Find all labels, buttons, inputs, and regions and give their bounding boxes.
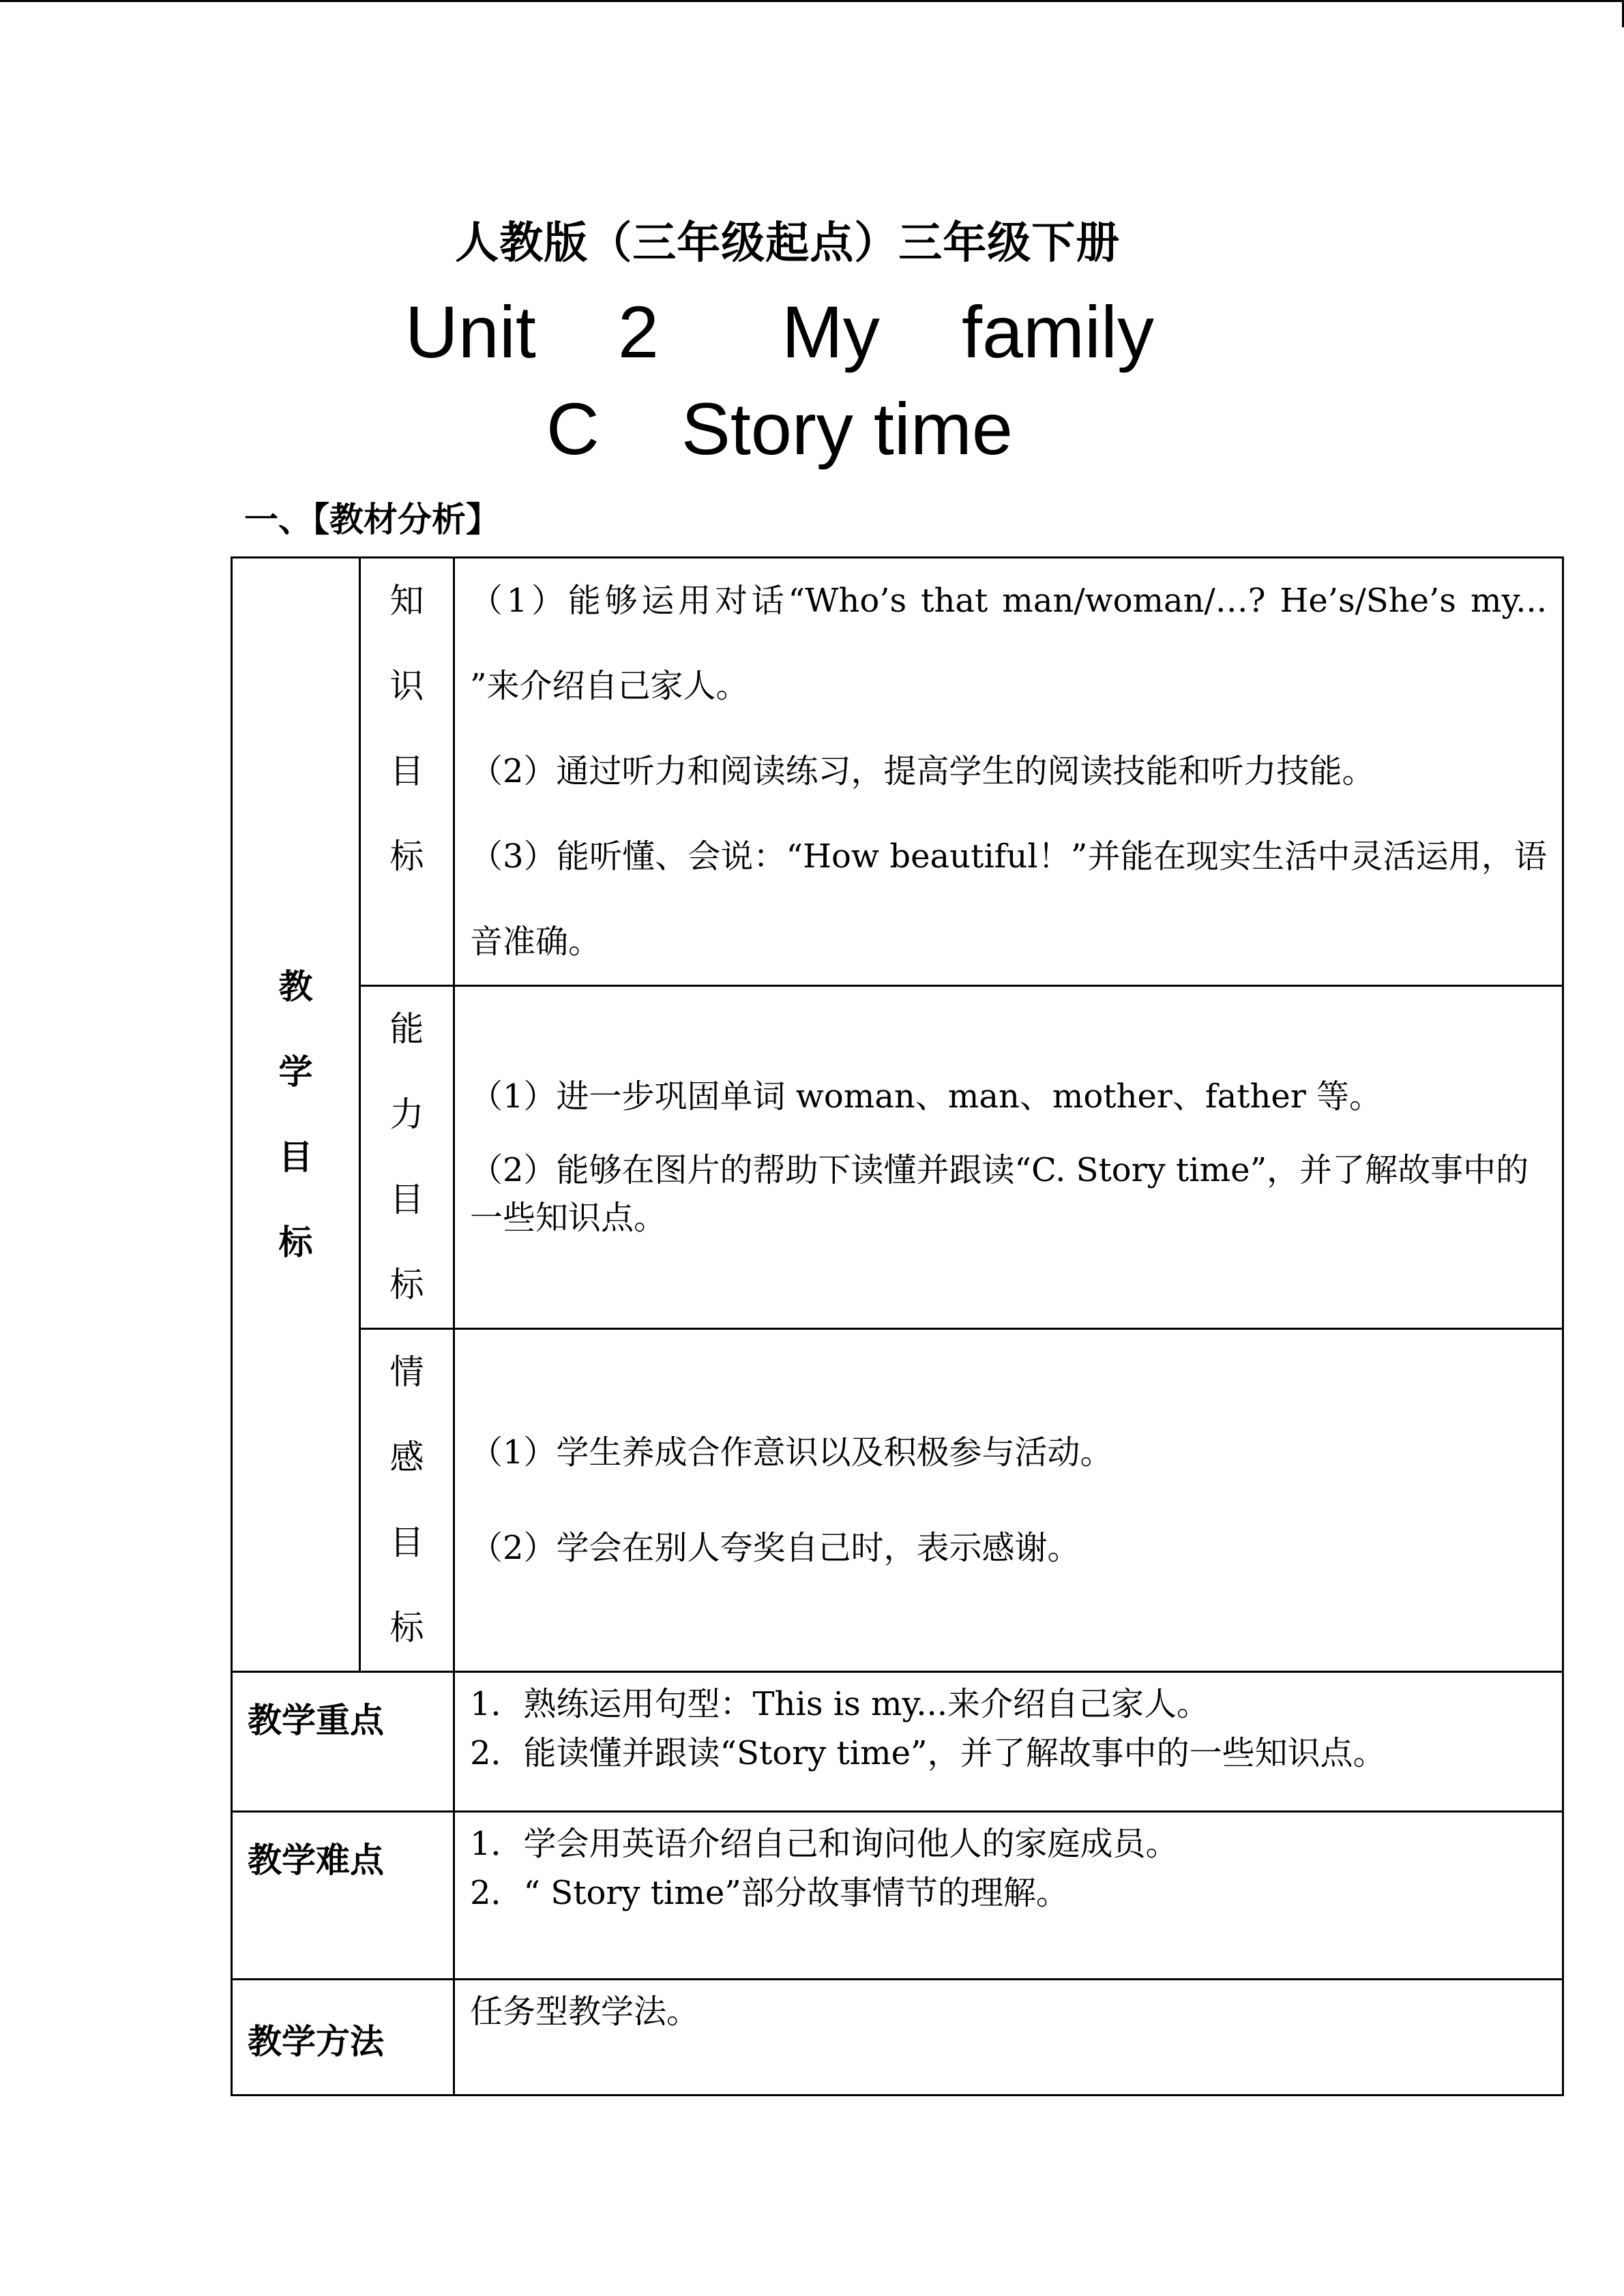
- document-title-lesson: C Story time: [546, 387, 1013, 470]
- objectives-label-cell: [232, 558, 360, 1672]
- key-points-label: 教学重点: [232, 1672, 454, 1812]
- document-title-unit: Unit 2 My family: [404, 290, 1154, 373]
- lesson-plan-table: [231, 556, 1564, 2096]
- table-row-key-points: [232, 1672, 1563, 1812]
- emotion-item: （1）学生养成合作意识以及积极参与活动。: [470, 1433, 1113, 1472]
- objectives-label-char: 教: [278, 966, 313, 1007]
- ability-label-char: 目: [389, 1180, 424, 1219]
- section-heading: 一、【教材分析】: [244, 500, 500, 539]
- knowledge-content-cell: [454, 558, 1563, 986]
- knowledge-label-char: 标: [389, 837, 424, 876]
- emotion-item: （2）学会在别人夸奖自己时，表示感谢。: [470, 1529, 1080, 1567]
- knowledge-label-char: 目: [389, 751, 424, 791]
- table-row-methods: [232, 1980, 1563, 2096]
- table-row-knowledge: [232, 558, 1563, 986]
- ability-label-cell: [360, 986, 454, 1329]
- table-row-ability: [232, 986, 1563, 1329]
- objectives-label-char: 学: [278, 1052, 313, 1092]
- emotion-label-char: 感: [389, 1437, 424, 1477]
- knowledge-item: （1）能够运用对话“Who’s that man/woman/…? He’s/She’s my... ”来介绍自己家人。: [470, 582, 1547, 705]
- key-point-item: 2．能读懂并跟读“Story time”，并了解故事中的一些知识点。: [470, 1734, 1386, 1772]
- difficulty-item: 1．学会用英语介绍自己和询问他人的家庭成员。: [470, 1825, 1179, 1863]
- ability-content-cell: [454, 986, 1563, 1329]
- key-points-content-cell: [454, 1672, 1563, 1812]
- knowledge-label-cell: [360, 558, 454, 986]
- method-item: 任务型教学法。: [470, 1993, 700, 2031]
- page-top-border: [0, 0, 1624, 2]
- table-row-difficulties: [232, 1812, 1563, 1980]
- table-row-emotion: [232, 1329, 1563, 1672]
- emotion-label-cell: [360, 1329, 454, 1672]
- emotion-label-char: 标: [389, 1608, 424, 1648]
- difficulty-item: 2．“ Story time”部分故事情节的理解。: [470, 1874, 1069, 1912]
- methods-label: 教学方法: [232, 1980, 454, 2096]
- knowledge-label-char: 识: [389, 666, 424, 706]
- difficulties-label: 教学难点: [232, 1812, 454, 1980]
- emotion-label-char: 情: [389, 1352, 424, 1392]
- ability-label-char: 标: [389, 1265, 424, 1304]
- key-point-item: 1．熟练运用句型：This is my...来介绍自己家人。: [470, 1685, 1209, 1723]
- difficulties-content-cell: [454, 1812, 1563, 1980]
- ability-label-char: 力: [389, 1094, 424, 1134]
- objectives-label-char: 目: [278, 1137, 313, 1177]
- knowledge-item: （2）通过听力和阅读练习，提高学生的阅读技能和听力技能。: [470, 752, 1375, 790]
- document-title-chinese: 人教版（三年级起点）三年级下册: [455, 218, 1121, 269]
- emotion-label-char: 目: [389, 1523, 424, 1562]
- knowledge-item: （3）能听懂、会说：“How beautiful！”并能在现实生活中灵活运用，语音准确。: [470, 837, 1547, 961]
- objectives-label-char: 标: [278, 1222, 313, 1262]
- ability-item: （2）能够在图片的帮助下读懂并跟读“C. Story time”，并了解故事中的一些知识点。: [470, 1151, 1529, 1237]
- methods-content-cell: [454, 1980, 1563, 2096]
- knowledge-label-char: 知: [389, 581, 424, 621]
- emotion-content-cell: [454, 1329, 1563, 1672]
- ability-item: （1）进一步巩固单词 woman、man、mother、father 等。: [470, 1077, 1383, 1116]
- ability-label-char: 能: [389, 1009, 424, 1049]
